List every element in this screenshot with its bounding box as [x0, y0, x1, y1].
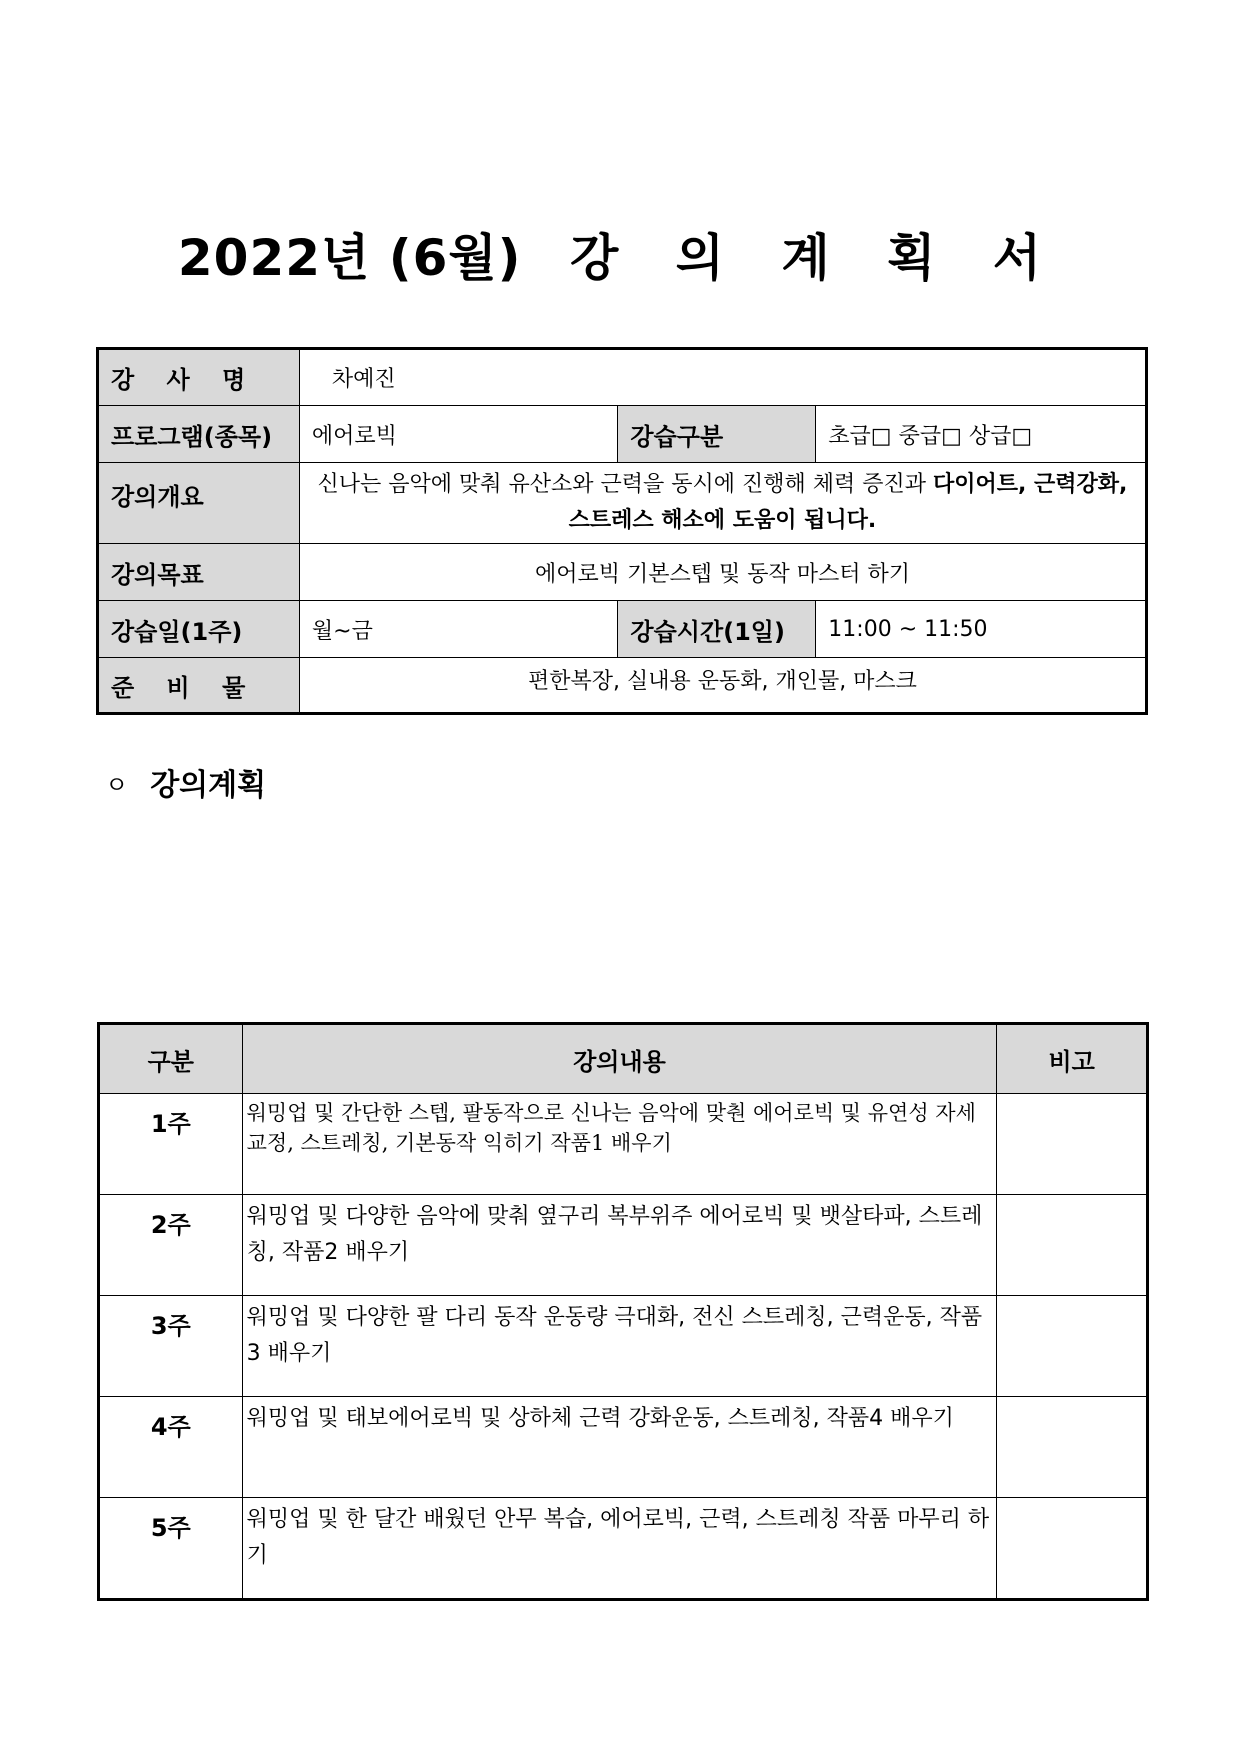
level-label: 강습구분 — [618, 406, 816, 463]
goal-label: 강의목표 — [98, 544, 300, 601]
plan-table — [97, 1022, 1149, 1601]
plan-header-row — [99, 1024, 1148, 1094]
header-week: 구분 — [99, 1024, 243, 1094]
level-options: 초급□ 중급□ 상급□ — [816, 406, 1147, 463]
overview-label: 강의개요 — [98, 463, 300, 544]
title-main: 2022년 (6월) — [177, 229, 522, 287]
time-label: 강습시간(1일) — [618, 601, 816, 658]
overview-cell — [299, 463, 1146, 544]
header-note: 비고 — [997, 1024, 1148, 1094]
note-cell — [997, 1094, 1148, 1195]
content-cell: 워밍업 및 다양한 팔 다리 동작 운동량 극대화, 전신 스트레칭, 근력운동, 작품3 배우기 — [242, 1296, 997, 1397]
instructor-row — [98, 349, 1147, 406]
time-value: 11:00 ~ 11:50 — [816, 601, 1147, 658]
supplies-value: 편한복장, 실내용 운동화, 개인물, 마스크 — [299, 658, 1146, 714]
bullet-icon: ㅇ — [105, 771, 129, 799]
header-content: 강의내용 — [242, 1024, 997, 1094]
table-row — [99, 1498, 1148, 1600]
note-cell — [997, 1498, 1148, 1600]
supplies-row — [98, 658, 1147, 714]
table-row — [99, 1296, 1148, 1397]
note-cell — [997, 1296, 1148, 1397]
program-value: 에어로빅 — [299, 406, 618, 463]
instructor-label: 강 사 명 — [98, 349, 300, 406]
info-table — [96, 347, 1148, 715]
content-cell: 워밍업 및 한 달간 배웠던 안무 복습, 에어로빅, 근력, 스트레칭 작품 마무리 하기 — [242, 1498, 997, 1600]
content-cell: 워밍업 및 간단한 스텝, 팔동작으로 신나는 음악에 맞춴 에어로빅 및 유연성 자세교정, 스트레칭, 기본동작 익히기 작품1 배우기 — [242, 1094, 997, 1195]
overview-row — [98, 463, 1147, 544]
section-heading — [105, 760, 266, 804]
content-cell: 워밍업 및 태보에어로빅 및 상하체 근력 강화운동, 스트레칭, 작품4 배우기 — [242, 1397, 997, 1498]
overview-bold-text: 다이어트, 근력강화, 스트레스 해소에 도움이 됩니다. — [568, 472, 1128, 533]
supplies-label: 준 비 물 — [98, 658, 300, 714]
table-row — [99, 1195, 1148, 1296]
program-row — [98, 406, 1147, 463]
content-cell: 워밍업 및 다양한 음악에 맞춰 옆구리 복부위주 에어로빅 및 뱃살타파, 스트레칭, 작품2 배우기 — [242, 1195, 997, 1296]
week-cell: 1주 — [99, 1094, 243, 1195]
table-row — [99, 1094, 1148, 1195]
goal-text: 에어로빅 기본스텝 및 동작 마스터 하기 — [299, 544, 1146, 601]
week-cell: 3주 — [99, 1296, 243, 1397]
note-cell — [997, 1397, 1148, 1498]
week-cell: 4주 — [99, 1397, 243, 1498]
document-title — [0, 218, 1239, 290]
week-cell: 2주 — [99, 1195, 243, 1296]
goal-row — [98, 544, 1147, 601]
table-row — [99, 1397, 1148, 1498]
title-suffix: 강 의 계 획 서 — [569, 229, 1062, 287]
instructor-name: 차예진 — [299, 349, 1146, 406]
week-cell: 5주 — [99, 1498, 243, 1600]
section-heading-text: 강의계획 — [150, 768, 267, 803]
program-label: 프로그램(종목) — [98, 406, 300, 463]
note-cell — [997, 1195, 1148, 1296]
overview-text: 신나는 음악에 맞춰 유산소와 근력을 동시에 진행해 체력 증진과 — [317, 472, 933, 497]
days-label: 강습일(1주) — [98, 601, 300, 658]
days-value: 월~금 — [299, 601, 618, 658]
schedule-row — [98, 601, 1147, 658]
